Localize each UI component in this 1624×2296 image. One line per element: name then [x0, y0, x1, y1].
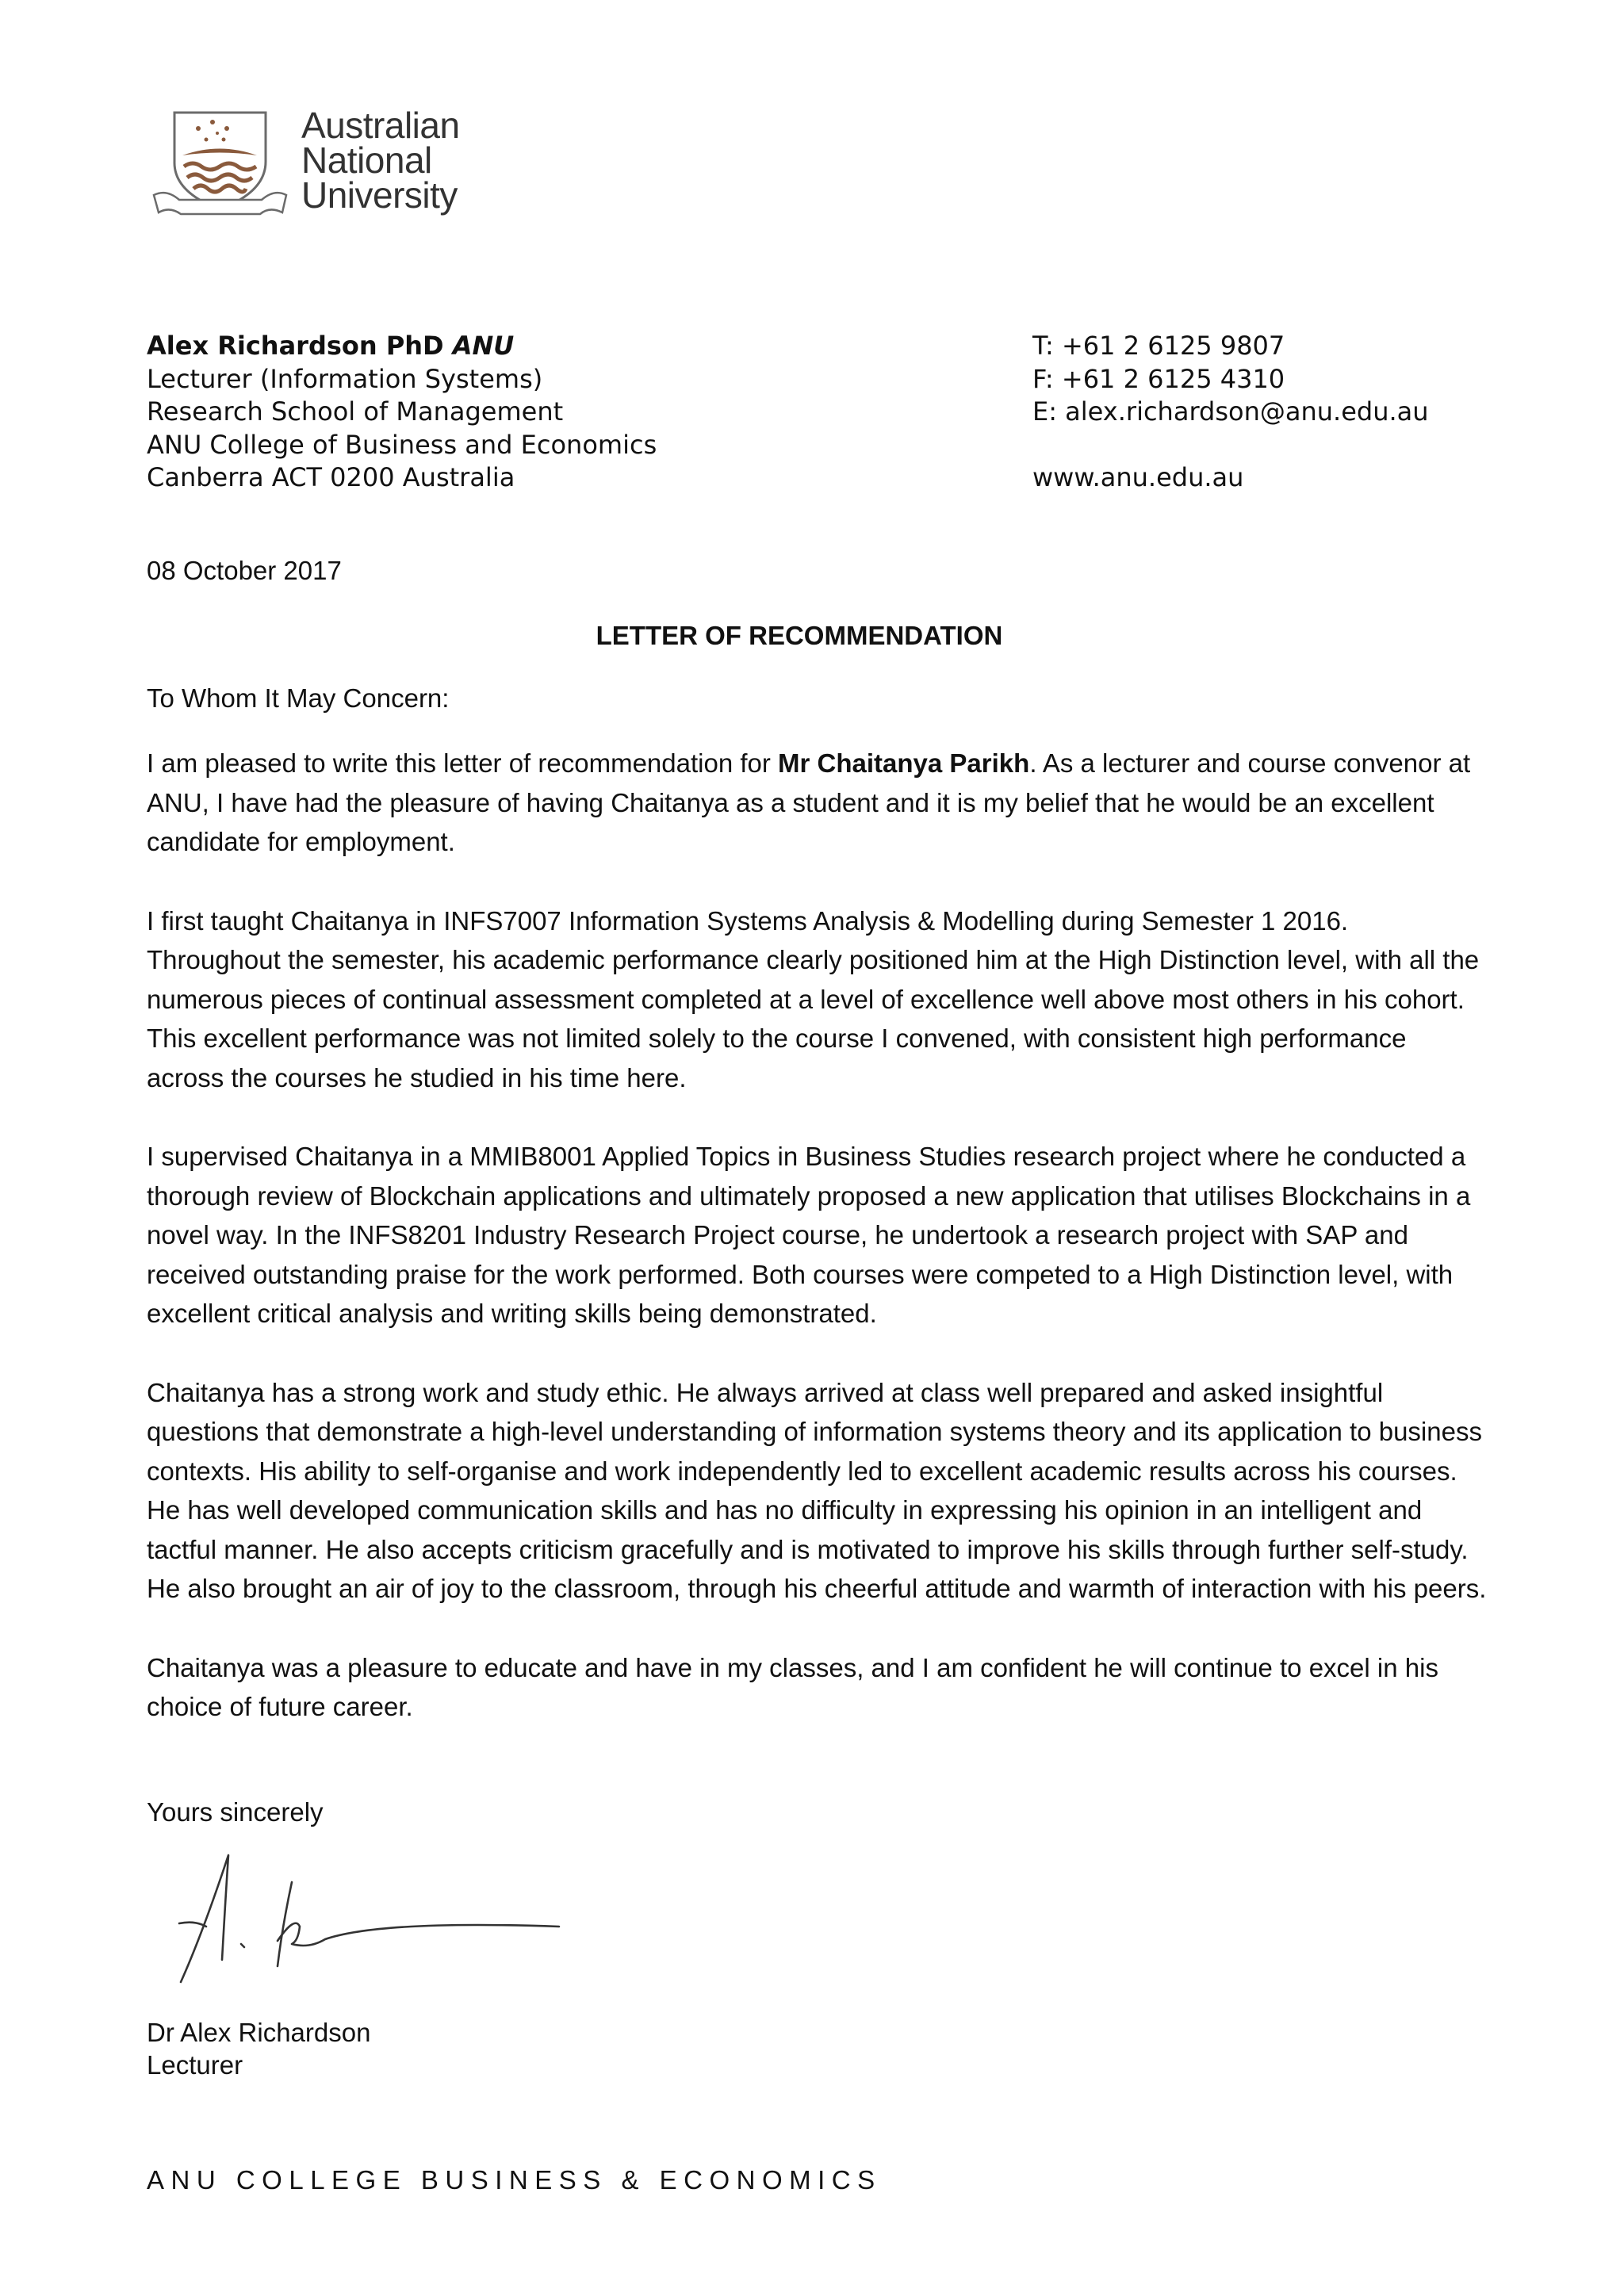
- letter-closing: Yours sincerely: [147, 1797, 324, 1827]
- sender-name-suffix: ANU: [452, 331, 515, 361]
- contact-fax: F: +61 2 6125 4310: [1032, 363, 1285, 394]
- letter-date: 08 October 2017: [147, 556, 342, 585]
- letter-body: [147, 744, 1487, 1766]
- paragraph-1-end: . As a lecturer and course convenor at ANU, I have had the pleasure of having Chaitanya as a student and it is my belief that he would be an excellent candidate for employment.: [147, 748, 1471, 856]
- paragraph-1-start: I am pleased to write this letter of recommendation for: [147, 748, 779, 778]
- signoff-name: Dr Alex Richardson: [147, 2018, 371, 2047]
- sender-block: [147, 330, 657, 495]
- contact-block: [1032, 330, 1429, 495]
- university-name: [301, 105, 460, 216]
- letter-salutation: To Whom It May Concern:: [147, 683, 450, 713]
- contact-spacer: [1032, 429, 1429, 462]
- sender-name: Alex Richardson PhD: [147, 331, 444, 361]
- signature-icon: [159, 1847, 571, 1990]
- sender-college: ANU College of Business and Economics: [147, 429, 657, 460]
- contact-website: www.anu.edu.au: [1032, 462, 1244, 492]
- paragraph-3: I supervised Chaitanya in a MMIB8001 Applied Topics in Business Studies research project where he conducted a thorough review of Blockchain applications and ultimately proposed a new application that utilises Blockchains in a novel way. In the INFS8201 Industry Research Project course, he undertook a research project with SAP and received outstanding praise for the work performed. Both courses were competed to a High Distinction level, with excellent critical analysis and writing skills being demonstrated.: [147, 1142, 1471, 1328]
- paragraph-5: Chaitanya was a pleasure to educate and have in my classes, and I am confident he will continue to excel in his choice of future career.: [147, 1652, 1438, 1721]
- sender-address: Canberra ACT 0200 Australia: [147, 462, 515, 492]
- anu-crest-icon: [151, 106, 289, 225]
- logo-line-national: National: [301, 140, 432, 181]
- candidate-name: Mr Chaitanya Parikh: [778, 748, 1030, 778]
- footer-college: ANU COLLEGE BUSINESS & ECONOMICS: [147, 2165, 882, 2195]
- paragraph-2: I first taught Chaitanya in INFS7007 Information Systems Analysis & Modelling during Semester 1 2016. Throughout the semester, his academic performance clearly positioned him at the High Distinction level, with all the numerous pieces of continual assessment completed at a level of excellence well above most others in his cohort. This excellent performance was not limited solely to the course I convened, with consistent high performance across the courses he studied in his time here.: [147, 905, 1480, 1093]
- paragraph-4: Chaitanya has a strong work and study ethic. He always arrived at class well prepared and asked insightful questions that demonstrate a high-level understanding of information systems theory and its application to business contexts. His ability to self-organise and work independently led to excellent academic results across his courses. He has well developed communication skills and has no difficulty in expressing his opinion in an intelligent and tactful manner. He also accepts criticism gracefully and is motivated to improve his skills through further self-study. He also brought an air of joy to the classroom, through his cheerful attitude and warmth of interaction with his peers.: [147, 1377, 1487, 1603]
- signoff-title: Lecturer: [147, 2050, 243, 2080]
- sender-school: Research School of Management: [147, 396, 564, 427]
- letter-heading: LETTER OF RECOMMENDATION: [596, 621, 1003, 650]
- contact-phone: T: +61 2 6125 9807: [1032, 331, 1285, 361]
- logo-line-university: University: [301, 174, 458, 216]
- sender-name-line: [147, 330, 657, 363]
- contact-email: E: alex.richardson@anu.edu.au: [1032, 396, 1429, 427]
- paragraph-1: [147, 744, 1487, 862]
- anu-logo: [151, 103, 484, 230]
- signoff-block: [147, 2016, 370, 2081]
- sender-position: Lecturer (Information Systems): [147, 363, 543, 394]
- logo-line-australian: Australian: [301, 105, 460, 146]
